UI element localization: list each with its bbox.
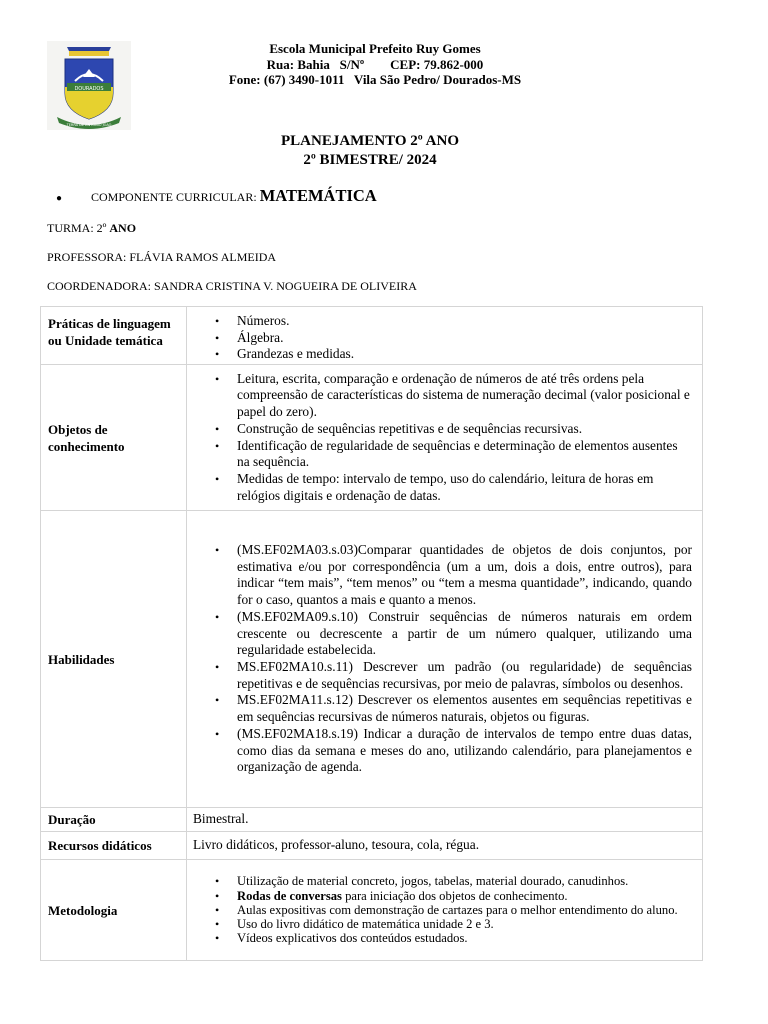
- row-content: Livro didáticos, professor-aluno, tesoura, cola, régua.: [187, 832, 703, 860]
- coordinator-line: COORDENADORA: SANDRA CRISTINA V. NOGUEIRA DE OLIVEIRA: [47, 279, 417, 293]
- component-colon: :: [253, 190, 257, 204]
- component-label: COMPONENTE CURRICULAR: [91, 190, 254, 204]
- school-name: Escola Municipal Prefeito Ruy Gomes: [269, 41, 481, 56]
- table-row: [41, 808, 703, 832]
- teacher-line: PROFESSORA: FLÁVIA RAMOS ALMEIDA: [47, 250, 277, 264]
- row-content: [187, 511, 703, 808]
- logo-ribbon-text: TERRA DE ANTONIO JOAO: [66, 123, 112, 127]
- bullet-icon: ●: [56, 193, 63, 204]
- row-content: Bimestral.: [187, 808, 703, 832]
- logo-banner-text: DOURADOS: [74, 86, 104, 92]
- plan-table: [40, 306, 703, 961]
- row-label: Objetos de conhecimento: [41, 365, 187, 511]
- component-line: [56, 186, 377, 206]
- list-item: • Leitura, escrita, comparação e ordenação de números de até três ordens pela compreensão de características do sistema de numeração decimal (valor posicional e papel do zero).: [193, 371, 692, 421]
- list-item: • Medidas de tempo: intervalo de tempo, uso do calendário, leitura de horas em relógios digitais e ordenação de datas.: [193, 471, 692, 504]
- row-label: Metodologia: [41, 860, 187, 961]
- row-content: [187, 365, 703, 511]
- component-value: MATEMÁTICA: [259, 186, 377, 205]
- list-item: • Identificação de regularidade de sequências e determinação de elementos ausentes na sequência.: [193, 438, 692, 471]
- list-item: • (MS.EF02MA18.s.19) Indicar a duração de intervalos de tempo entre duas datas, como dias da semana e meses do ano, utilizando calendário, para planejamentos e organização de agenda.: [193, 726, 692, 776]
- school-logo: [47, 41, 131, 130]
- list-item: • Uso do livro didático de matemática unidade 2 e 3.: [193, 917, 692, 931]
- table-row: [41, 860, 703, 961]
- class-label: TURMA: 2º: [47, 221, 107, 235]
- list-item: • MS.EF02MA11.s.12) Descrever os elementos ausentes em sequências repetitivas e em sequências recursivas de números naturais, objetos ou figuras.: [193, 692, 692, 725]
- class-value: ANO: [109, 221, 137, 235]
- row-content: [187, 860, 703, 961]
- list-item-bold: Rodas de conversas: [237, 888, 342, 903]
- list-item: [193, 889, 692, 903]
- row-label: Práticas de linguagem ou Unidade temática: [41, 307, 187, 365]
- list-item: • Vídeos explicativos dos conteúdos estudados.: [193, 931, 692, 945]
- table-row: [41, 307, 703, 365]
- table-row: [41, 511, 703, 808]
- list-item: • Aulas expositivas com demonstração de cartazes para o melhor entendimento do aluno.: [193, 903, 692, 917]
- row-label: Duração: [41, 808, 187, 832]
- title-line-1: PLANEJAMENTO 2º ANO: [280, 133, 460, 149]
- list-item: • Grandezas e medidas.: [193, 346, 692, 363]
- list-item: • Construção de sequências repetitivas e de sequências recursivas.: [193, 421, 692, 438]
- class-line: [47, 221, 136, 236]
- title-line-2: 2º BIMESTRE/ 2024: [303, 152, 437, 168]
- school-address: Rua: Bahia S/Nº CEP: 79.862-000: [266, 56, 484, 72]
- school-header: [150, 41, 600, 88]
- table-row: [41, 832, 703, 860]
- document-title: [0, 132, 740, 170]
- row-content: [187, 307, 703, 365]
- list-item-rest: para iniciação dos objetos de conhecimento.: [341, 888, 568, 903]
- list-item: • Utilização de material concreto, jogos, tabelas, material dourado, canudinhos.: [193, 874, 692, 888]
- list-item: • (MS.EF02MA03.s.03)Comparar quantidades de objetos de dois conjuntos, por estimativa e/ou por correspondência (um a um, dois a dois, entre outros), para indicar “tem mais”, “tem menos” ou “tem a mesma quantidade”, indicando, quando for o caso, quantos a mais e quanto a menos.: [193, 542, 692, 609]
- table-row: [41, 365, 703, 511]
- list-item: • MS.EF02MA10.s.11) Descrever um padrão (ou regularidade) de sequências repetitivas e de sequências recursivas, por meio de palavras, símbolos ou desenhos.: [193, 659, 692, 692]
- row-label: Habilidades: [41, 511, 187, 808]
- list-item: • (MS.EF02MA09.s.10) Construir sequências de números naturais em ordem crescente ou decrescente a partir de um número qualquer, utilizando uma regularidade estabelecida.: [193, 609, 692, 659]
- list-item: • Números.: [193, 313, 692, 330]
- list-item: • Álgebra.: [193, 330, 692, 347]
- row-label: Recursos didáticos: [41, 832, 187, 860]
- school-phone: Fone: (67) 3490-1011 Vila São Pedro/ Dourados-MS: [228, 72, 522, 87]
